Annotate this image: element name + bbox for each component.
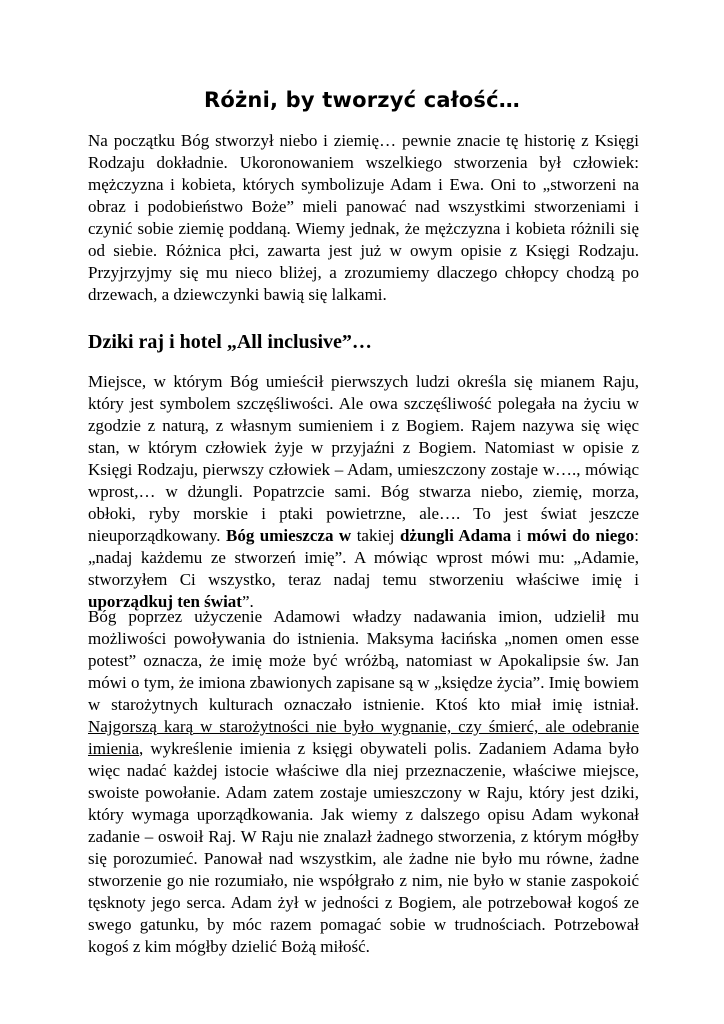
text-line: mężczyzna i kobieta, których symbolizuje Adam i Ewa. Oni to „stworzeni na	[88, 175, 639, 194]
text-line: który wymaga uporządkowania. Jak wiemy z dalszego opisu Adam wykonał	[88, 805, 639, 824]
text-line-underlined	[88, 716, 639, 738]
document-title: Różni, by tworzyć całość…	[204, 88, 520, 112]
text-line: Księgi Rodzaju, pierwszy człowiek – Adam, umieszczony zostaje w…., mówiąc	[88, 460, 639, 479]
text-line: Bóg poprzez użyczenie Adamowi władzy nadawania imion, udzielił mu	[88, 607, 639, 626]
underlined-phrase: imienia	[88, 739, 139, 758]
text-line: który jest symbolem szczęśliwości. Ale owa szczęśliwość polegała na życiu w	[88, 394, 639, 413]
text-run: :	[634, 526, 639, 545]
bold-phrase: dżungli Adama	[399, 526, 512, 545]
text-line: Rodzaju dokładnie. Ukoronowaniem wszelkiego stworzenia był człowiek:	[88, 153, 639, 172]
text-line: drzewach, a dziewczynki bawią się lalkami.	[88, 285, 387, 304]
bold-phrase: uporządkuj ten świat	[88, 592, 242, 611]
text-line: mówi o tym, że imiona zbawionych zapisane są w „księdze życia”. Imię bowiem	[88, 673, 639, 692]
text-line: możliwości powoływania do istnienia. Maksyma łacińska „nomen omen esse	[88, 629, 639, 648]
text-line: swego gatunku, by móc razem pomagać sobie w trudnościach. Potrzebował	[88, 915, 639, 934]
text-line: stworzyłem Ci wszystko, teraz nadaj temu stworzeniu właściwe imię i	[88, 570, 639, 589]
text-line: tęsknoty jego serca. Adam żył w jedności z Bogiem, ale potrzebował kogoś ze	[88, 893, 639, 912]
text-line: Miejsce, w którym Bóg umieścił pierwszych ludzi określa się mianem Raju,	[88, 372, 639, 391]
text-line: Przyjrzyjmy się mu nieco bliżej, a zrozumiemy dlaczego chłopcy chodzą po	[88, 263, 639, 282]
text-line: kogoś z kim mógłby dzielić Bożą miłość.	[88, 937, 370, 956]
section-heading: Dziki raj i hotel „All inclusive”…	[88, 331, 372, 353]
text-line: „nadaj każdemu ze stworzeń imię”. A mówiąc wprost mówi mu: „Adamie,	[88, 548, 639, 567]
text-run: nieuporządkowany.	[88, 526, 226, 545]
bold-phrase: Bóg umieszcza w	[225, 526, 352, 545]
text-line: stan, w którym człowiek żyje w przyjaźni z Bogiem. Natomiast w opisie z	[88, 438, 639, 457]
text-line: Na początku Bóg stworzył niebo i ziemię… pewnie znacie tę historię z Księgi	[88, 131, 639, 150]
text-line: obłoki, ryby morskie i ptaki powietrzne, ale…. To jest świat jeszcze	[88, 504, 639, 523]
intro-paragraph	[88, 130, 639, 306]
text-run: ”.	[241, 592, 254, 611]
text-run: takiej	[351, 526, 400, 545]
text-line: swoiste powołanie. Adam zatem zostaje umieszczony w Raju, który jest dziki,	[88, 783, 639, 802]
text-line: zgodzie z naturą, z własnym sumieniem i z Bogiem. Rajem nazywa się więc	[88, 416, 639, 435]
text-line: czynić sobie ziemię poddaną. Wiemy jednak, że mężczyzna i kobieta różnili się	[88, 219, 639, 238]
bold-phrase: mówi do niego	[526, 526, 635, 545]
text-line-mixed	[88, 738, 639, 760]
text-line: wprost,… w dżungli. Popatrzcie sami. Bóg stwarza niebo, ziemię, morza,	[88, 482, 639, 501]
text-line: od siebie. Różnica płci, zawarta jest już w owym opisie z Księgi Rodzaju.	[88, 241, 639, 260]
text-line: zadanie – oswoił Raj. W Raju nie znalazł żadnego stworzenia, z którym mógłby	[88, 827, 639, 846]
text-line: w starożytnych kulturach oznaczało istnienie. Ktoś kto miał imię istniał.	[88, 695, 639, 714]
paragraph-naming	[88, 606, 639, 958]
text-run: , wykreślenie imienia z księgi obywateli polis. Zadaniem Adama było	[138, 739, 639, 758]
text-line-mixed	[88, 525, 639, 547]
text-line: więc nadać każdej istocie właściwe dla niej przeznaczenie, właściwe miejsce,	[88, 761, 639, 780]
paragraph-paradise	[88, 371, 639, 613]
underlined-phrase: Najgorszą karą w starożytności nie było wygnanie, czy śmierć, ale odebranie	[88, 717, 639, 736]
text-line: stworzenie go nie rozumiało, nie współgrało z nim, nie było w stanie zaspokoić	[88, 871, 639, 890]
text-line: obraz i podobieństwo Boże” mieli panować nad wszystkimi stworzeniami i	[88, 197, 639, 216]
text-line: się porozumieć. Panował nad wszystkim, ale żadne nie było mu równe, żadne	[88, 849, 639, 868]
text-line: potest” oznacza, że imię może być wróżbą, natomiast w Apokalipsie św. Jan	[88, 651, 639, 670]
text-run: i	[511, 526, 527, 545]
